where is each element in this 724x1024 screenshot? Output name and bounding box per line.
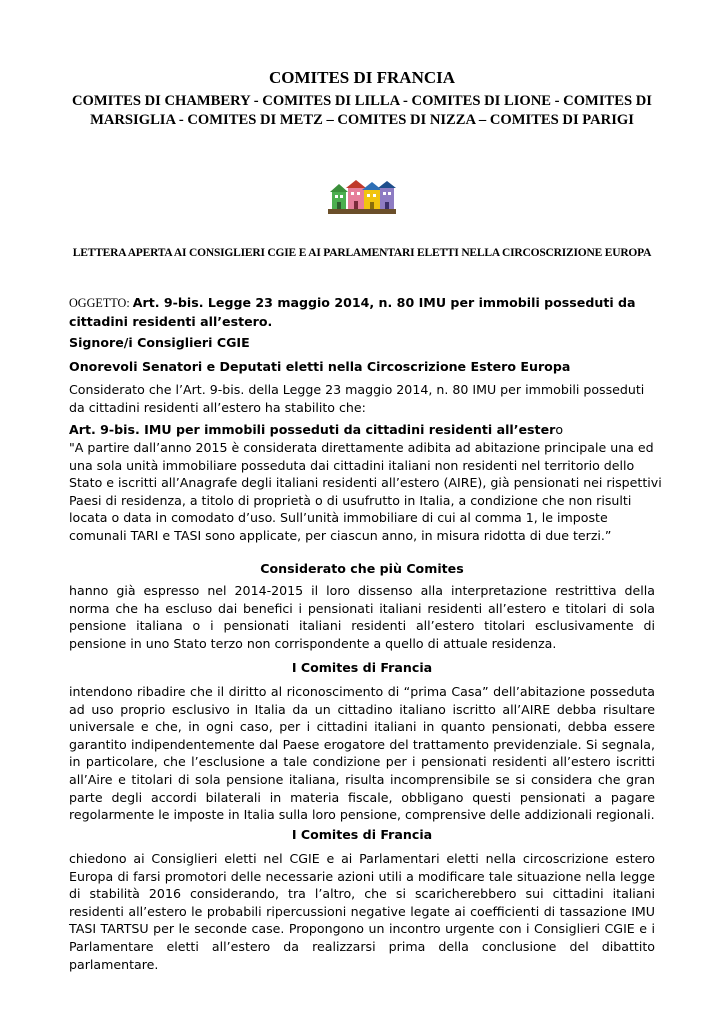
considerato-intro: Considerato che l’Art. 9-bis. della Legge 23 maggio 2014, n. 80 IMU per immobili posseduti da cittadini residenti all’estero ha stabilito che:	[69, 382, 645, 415]
article-quote: "A partire dall’anno 2015 è considerata direttamente adibita ad abitazione principale una ed una sola unità immobiliare posseduta dai cittadini italiani non residenti nel territorio dello Stato e iscritti all’Anagrafe degli italiani residenti all’estero (AIRE), già pensionati nei rispettivi Paesi di residenza, a titolo di proprietà o di usufrutto in Italia, a condizione che non risulti locata o data in comodato d’uso. Sull’unità immobiliare di cui al comma 1, le imposte comunali TARI e TASI sono applicate, per ciascun anno, in misura ridotta di due terzi.”	[69, 440, 662, 543]
article-heading-tail: o	[555, 422, 564, 437]
heading-comites-first: I Comites di Francia	[291, 660, 433, 675]
paragraph-comites-first: intendono ribadire che il diritto al riconoscimento di “prima Casa” dell’abitazione posseduta ad uso proprio esclusivo in Italia da un cittadino italiano iscritto all’AIRE debba risultare universale e che, in ogni caso, per i cittadini italiani in quanto pensionati, debba essere garantito indipendentemente dal Paese erogatore del trattamento previdenziale. Si segnala, in particolare, che l’esclusione a tale condizione per i pensionati residenti all’estero iscritti all’Aire e titolari di sola pensione italiana, risulta incomprensibile se si considera che gran parte degli accordi bilaterali in materia fiscale, obbligano questi pensionati a pagare regolarmente le imposte in Italia sulla loro pensione, comprensive delle addizionali regionali.	[69, 684, 655, 823]
document-title: COMITES DI FRANCIA	[268, 68, 456, 87]
document-subtitle: COMITES DI CHAMBERY - COMITES DI LILLA - COMITES DI LIONE - COMITES DI MARSIGLIA - COMITES DI METZ – COMITES DI NIZZA – COMITES DI PARIGI	[72, 93, 652, 128]
paragraph-comites-second: chiedono ai Consiglieri eletti nel CGIE e ai Parlamentari eletti nella circoscrizione estero Europa di farsi promotori delle necessarie azioni utili a modificare tale situazione nella legge di stabilità 2016 considerando, tra l’altro, che si scaricherebbero sui cittadini italiani residenti all’estero le probabili ripercussioni negative legate ai coefficienti di tassazione IMU TASI TARTSU per le seconde case. Propongono un incontro urgente con i Consiglieri CGIE e i Parlamentare eletti all’estero da realizzarsi prima della conclusione del dibattito parlamentare.	[69, 851, 655, 972]
salutation-parliament: Onorevoli Senatori e Deputati eletti nella Circoscrizione Estero Europa	[69, 359, 571, 374]
salutation-cgie: Signore/i Consiglieri CGIE	[69, 335, 250, 350]
paragraph-considerato: hanno già espresso nel 2014-2015 il loro dissenso alla interpretazione restrittiva della norma che ha escluso dai benefici i pensionati italiani residenti all’estero e titolari di sola pensione italiana o i pensionati italiani residenti all’estero titolari esclusivamente di pensione in uno Stato terzo non corrispondente a quello di attuale residenza.	[69, 583, 655, 651]
subject-line	[69, 294, 655, 330]
article-heading-bold: Art. 9-bis. IMU per immobili posseduti da cittadini residenti all’ester	[69, 422, 556, 437]
houses-logo-icon	[326, 178, 398, 216]
letter-title: LETTERA APERTA AI CONSIGLIERI CGIE E AI PARLAMENTARI ELETTI NELLA CIRCOSCRIZIONE EUROPA	[72, 247, 652, 259]
heading-comites-second: I Comites di Francia	[291, 827, 433, 842]
article-heading	[69, 421, 655, 439]
heading-considerato: Considerato che più Comites	[260, 561, 464, 576]
subject-label: OGGETTO:	[69, 296, 133, 310]
subject-text: Art. 9-bis. Legge 23 maggio 2014, n. 80 IMU per immobili posseduti da cittadini residenti all’estero.	[69, 295, 636, 329]
